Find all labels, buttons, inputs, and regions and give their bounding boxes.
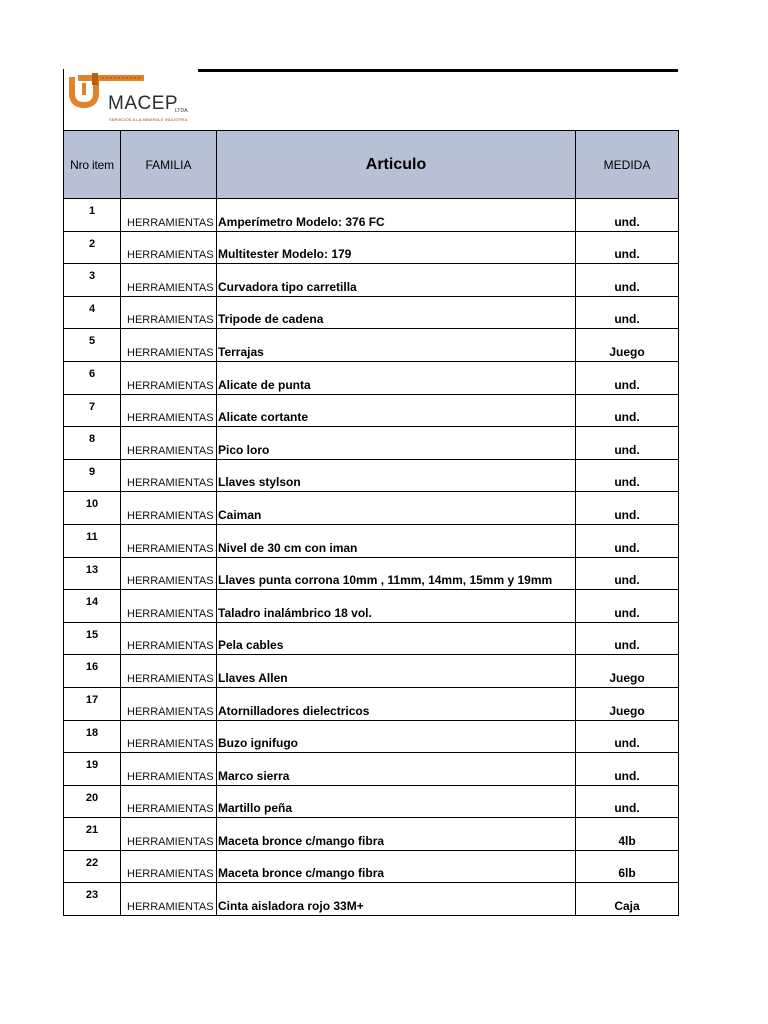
cell-item-number: 6: [64, 361, 121, 394]
table-row: [64, 883, 679, 916]
cell-articulo: Nivel de 30 cm con iman: [217, 524, 576, 557]
cell-medida: und.: [576, 720, 679, 753]
cell-item-number: 2: [64, 231, 121, 264]
cell-articulo: Tripode de cadena: [217, 296, 576, 329]
logo-suffix-text: LTDA.: [175, 108, 189, 114]
table-row: [64, 492, 679, 525]
cell-medida: und.: [576, 622, 679, 655]
cell-familia: HERRAMIENTAS: [121, 394, 217, 427]
cell-medida: und.: [576, 361, 679, 394]
table-row: [64, 687, 679, 720]
cell-articulo: Buzo ignifugo: [217, 720, 576, 753]
cell-familia: HERRAMIENTAS: [121, 590, 217, 623]
cell-familia: HERRAMIENTAS: [121, 264, 217, 297]
column-header-familia: FAMILIA: [121, 131, 217, 199]
cell-articulo: Pela cables: [217, 622, 576, 655]
header-band: [63, 69, 678, 131]
table-row: [64, 622, 679, 655]
cell-item-number: 23: [64, 883, 121, 916]
cell-familia: HERRAMIENTAS: [121, 329, 217, 362]
cell-articulo: Martillo peña: [217, 785, 576, 818]
tools-table: [63, 130, 679, 916]
table-row: [64, 655, 679, 688]
cell-familia: HERRAMIENTAS: [121, 687, 217, 720]
table-row: [64, 753, 679, 786]
cell-familia: HERRAMIENTAS: [121, 296, 217, 329]
cell-medida: und.: [576, 524, 679, 557]
cell-familia: HERRAMIENTAS: [121, 557, 217, 590]
cell-familia: HERRAMIENTAS: [121, 459, 217, 492]
cell-articulo: Taladro inalámbrico 18 vol.: [217, 590, 576, 623]
table-row: [64, 459, 679, 492]
cell-articulo: Alicate cortante: [217, 394, 576, 427]
cell-item-number: 11: [64, 524, 121, 557]
cell-articulo: Pico loro: [217, 427, 576, 460]
cell-item-number: 20: [64, 785, 121, 818]
cell-item-number: 7: [64, 394, 121, 427]
table-row: [64, 329, 679, 362]
top-rule-divider: [198, 69, 678, 72]
cell-articulo: Maceta bronce c/mango fibra: [217, 818, 576, 851]
cell-medida: und.: [576, 492, 679, 525]
table-row: [64, 427, 679, 460]
logo-tagline: SERVICIOS A LA MINERIA E INDUSTRIA: [109, 117, 188, 122]
cell-medida: 4lb: [576, 818, 679, 851]
cell-item-number: 10: [64, 492, 121, 525]
table-header-row: [64, 131, 679, 199]
cell-familia: HERRAMIENTAS: [121, 622, 217, 655]
cell-familia: HERRAMIENTAS: [121, 720, 217, 753]
cell-item-number: 21: [64, 818, 121, 851]
cell-medida: und.: [576, 199, 679, 232]
cell-item-number: 8: [64, 427, 121, 460]
cell-item-number: 15: [64, 622, 121, 655]
cell-familia: HERRAMIENTAS: [121, 753, 217, 786]
table-row: [64, 720, 679, 753]
cell-articulo: Amperímetro Modelo: 376 FC: [217, 199, 576, 232]
cell-familia: HERRAMIENTAS: [121, 361, 217, 394]
table-row: [64, 557, 679, 590]
table-row: [64, 231, 679, 264]
cell-item-number: 4: [64, 296, 121, 329]
cell-medida: und.: [576, 427, 679, 460]
cell-familia: HERRAMIENTAS: [121, 850, 217, 883]
column-header-articulo: Articulo: [217, 131, 576, 199]
cell-familia: HERRAMIENTAS: [121, 524, 217, 557]
table-row: [64, 524, 679, 557]
cell-articulo: Alicate de punta: [217, 361, 576, 394]
cell-articulo: Llaves Allen: [217, 655, 576, 688]
cell-item-number: 5: [64, 329, 121, 362]
table-row: [64, 199, 679, 232]
cell-medida: Juego: [576, 329, 679, 362]
cell-item-number: 13: [64, 557, 121, 590]
cell-articulo: Caiman: [217, 492, 576, 525]
table-row: [64, 818, 679, 851]
cell-articulo: Cinta aisladora rojo 33M+: [217, 883, 576, 916]
table-row: [64, 785, 679, 818]
column-header-medida: MEDIDA: [576, 131, 679, 199]
column-header-item: Nro item: [64, 131, 121, 199]
cell-articulo: Atornilladores dielectricos: [217, 687, 576, 720]
cell-medida: 6lb: [576, 850, 679, 883]
company-logo: [63, 69, 199, 131]
logo-brand-text: MACEP: [108, 93, 179, 114]
cell-medida: und.: [576, 231, 679, 264]
table-row: [64, 590, 679, 623]
cell-medida: Juego: [576, 687, 679, 720]
cell-articulo: Marco sierra: [217, 753, 576, 786]
table-row: [64, 361, 679, 394]
table-row: [64, 264, 679, 297]
cell-item-number: 9: [64, 459, 121, 492]
cell-medida: und.: [576, 296, 679, 329]
cell-articulo: Llaves punta corrona 10mm , 11mm, 14mm, 15mm y 19mm: [217, 557, 576, 590]
cell-medida: und.: [576, 590, 679, 623]
table-row: [64, 394, 679, 427]
cell-item-number: 14: [64, 590, 121, 623]
cell-medida: und.: [576, 264, 679, 297]
cell-medida: und.: [576, 557, 679, 590]
cell-familia: HERRAMIENTAS: [121, 785, 217, 818]
cell-familia: HERRAMIENTAS: [121, 655, 217, 688]
cell-medida: und.: [576, 753, 679, 786]
cell-item-number: 17: [64, 687, 121, 720]
cell-articulo: Maceta bronce c/mango fibra: [217, 850, 576, 883]
cell-medida: und.: [576, 459, 679, 492]
cell-medida: und.: [576, 394, 679, 427]
table-row: [64, 296, 679, 329]
cell-familia: HERRAMIENTAS: [121, 427, 217, 460]
cell-familia: HERRAMIENTAS: [121, 818, 217, 851]
cell-item-number: 18: [64, 720, 121, 753]
cell-item-number: 16: [64, 655, 121, 688]
cell-familia: HERRAMIENTAS: [121, 883, 217, 916]
cell-medida: und.: [576, 785, 679, 818]
cell-familia: HERRAMIENTAS: [121, 492, 217, 525]
cell-item-number: 3: [64, 264, 121, 297]
cell-articulo: Terrajas: [217, 329, 576, 362]
cell-familia: HERRAMIENTAS: [121, 199, 217, 232]
cell-medida: Caja: [576, 883, 679, 916]
cell-item-number: 19: [64, 753, 121, 786]
cell-articulo: Multitester Modelo: 179: [217, 231, 576, 264]
cell-medida: Juego: [576, 655, 679, 688]
cell-item-number: 1: [64, 199, 121, 232]
cell-articulo: Llaves stylson: [217, 459, 576, 492]
cell-item-number: 22: [64, 850, 121, 883]
table-row: [64, 850, 679, 883]
cell-familia: HERRAMIENTAS: [121, 231, 217, 264]
cell-articulo: Curvadora tipo carretilla: [217, 264, 576, 297]
